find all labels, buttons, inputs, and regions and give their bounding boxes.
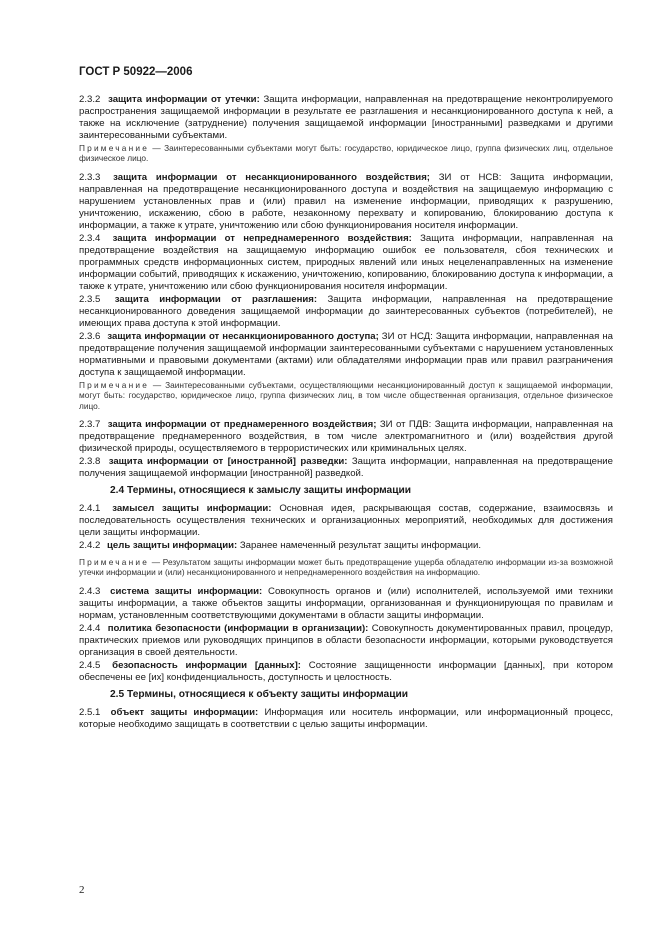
clause-number: 2.4.4 — [79, 622, 101, 634]
definition-2-5-1 — [79, 707, 613, 731]
clause-number: 2.4.3 — [79, 585, 101, 597]
note-label: Примечание — [79, 379, 150, 390]
definition-2-3-5 — [79, 294, 613, 330]
clause-number: 2.3.3 — [79, 171, 101, 183]
page-number: 2 — [79, 884, 85, 896]
clause-number: 2.4.5 — [79, 659, 101, 671]
definition-text: Защита информации, направленная на предотвращение получения защищаемой информации [иностранной] разведкой. — [79, 456, 613, 480]
definition-2-3-6 — [79, 331, 613, 379]
term: замысел защиты информации: — [112, 503, 272, 515]
definition-2-3-8 — [79, 456, 613, 480]
document-body — [79, 94, 613, 732]
definition-2-3-3 — [79, 172, 613, 232]
clause-number: 2.3.2 — [79, 94, 101, 105]
definition-text: Информация или носитель информации, или информационный процесс, которые необходимо защищать в соответствии с целью защиты информации. — [79, 706, 614, 730]
term: защита информации от утечки: — [108, 94, 260, 105]
definition-2-4-2 — [79, 540, 613, 552]
definition-text: Основная идея, раскрывающая состав, содержание, взаимосвязь и последовательность осуществления технических и организационных мероприятий, необходимых для достижения цели защиты информации. — [79, 503, 614, 539]
definition-2-4-1 — [79, 503, 613, 539]
section-heading-2-4: 2.4 Термины, относящиеся к замыслу защиты информации — [110, 485, 412, 497]
section-heading-2-5: 2.5 Термины, относящиеся к объекту защиты информации — [110, 688, 408, 700]
definition-text: Заранее намеченный результат защиты информации. — [239, 540, 482, 552]
definition-2-4-3 — [79, 586, 613, 622]
definition-text: Защита информации, направленная на предотвращение несанкционированного доведения защищаемой информации до заинтересованных субъектов (потребителей), не имеющих права доступа к этой информации. — [79, 293, 613, 329]
definition-2-4-4 — [79, 623, 613, 659]
term: цель защиты информации: — [107, 540, 238, 552]
clause-number: 2.4.1 — [79, 503, 101, 515]
definition-text: Защита информации, направленная на предотвращение неконтролируемого распространения защищаемой информации в результате ее разглашения и несанкционированного доступа к ней, а также на исключение (затруднение) получения защищаемой информации [иностранными] разведками и другими заинтересованными субъектами. — [79, 94, 613, 141]
term: защита информации от [иностранной] разведки: — [108, 456, 348, 468]
clause-number: 2.3.6 — [79, 330, 101, 342]
clause-number: 2.3.7 — [79, 419, 101, 431]
definition-text: Защита информации, направленная на предотвращение воздействия на защищаемую информацию ошибок ее пользователя, сбоя технических и программных средств информационных систем, природных явлений или иных нецеленаправленных на изменение информации событий, приводящих к искажению, уничтожению, копированию, блокированию доступа к информации, а также к утрате, уничтожению или сбою функционирования носителя информации. — [79, 232, 614, 292]
term: безопасность информации [данных]: — [112, 659, 301, 671]
term: система защиты информации: — [110, 585, 263, 597]
note — [79, 380, 613, 411]
clause-number: 2.4.2 — [79, 540, 101, 552]
definition-text: ЗИ от НСВ: Защита информации, направленная на предотвращение несанкционированного доступа и воздействия на защищаемую информацию с нарушением установленных прав и (или) правил на изменение информации, приводящих к разрушению, уничтожению, искажению, сбою в работе, незаконному перехвату и копированию, блокированию доступа к информации, а также к утрате, уничтожению или сбою функционирования носителя информации. — [79, 171, 613, 231]
note-text: — Результатом защиты информации может быть предотвращение ущерба обладателю информации из-за возможной утечки информации и (или) несанкционированного и непреднамеренного воздействия на информацию. — [79, 557, 614, 578]
note — [79, 557, 613, 578]
note-text: — Заинтересованными субъектами могут быть: государство, юридическое лицо, группа физических лиц, отдельное физическое лицо. — [79, 143, 613, 164]
term: политика безопасности (информации в организации): — [107, 622, 369, 634]
definition-2-3-2 — [79, 94, 613, 142]
note-label: Примечание — [79, 143, 150, 153]
term: защита информации от непреднамеренного воздействия: — [112, 232, 412, 244]
note-text: — Заинтересованными субъектами, осуществляющими несанкционированный доступ к защищаемой информации, могут быть: государство, юридическое лицо, группа физических лиц, в том числе общественная организация, отдельное физическое лицо. — [79, 379, 613, 411]
definition-2-3-7 — [79, 419, 613, 455]
clause-number: 2.3.5 — [79, 293, 101, 305]
clause-number: 2.5.1 — [79, 706, 101, 718]
definition-2-4-5 — [79, 660, 613, 684]
definition-text: Совокупность органов и (или) исполнителей, используемой ими техники защиты информации, а также объектов защиты информации, организованная и функционирующая по правилам и нормам, установленным соответствующими документами в области защиты информации. — [79, 585, 613, 621]
definition-2-3-4 — [79, 233, 613, 293]
term: защита информации от несанкционированного воздействия; — [113, 171, 430, 183]
note-label: Примечание — [79, 557, 150, 568]
document-header: ГОСТ Р 50922—2006 — [79, 66, 193, 78]
clause-number: 2.3.8 — [79, 456, 101, 468]
term: защита информации от несанкционированного доступа; — [107, 330, 379, 342]
definition-text: ЗИ от ПДВ: Защита информации, направленная на предотвращение преднамеренного воздействия, в том числе электромагнитного и (или) воздействия другой физической природы, осуществляемого в террористических или криминальных целях. — [79, 419, 614, 455]
term: объект защиты информации: — [110, 706, 259, 718]
clause-number: 2.3.4 — [79, 232, 101, 244]
definition-text: Состояние защищенности информации [данных], при котором обеспечены ее [их] конфиденциальность, доступность и целостность. — [79, 659, 613, 683]
definition-text: ЗИ от НСД: Защита информации, направленная на предотвращение получения защищаемой информации заинтересованными субъектами с нарушением установленных нормативными и правовыми документами (актами) или обладателями информации прав или правил разграничения доступа к защищаемой информации. — [79, 330, 613, 378]
note — [79, 143, 613, 164]
term: защита информации от разглашения: — [114, 293, 318, 305]
definition-text: Совокупность документированных правил, процедур, практических приемов или руководящих принципов в области безопасности информации, которыми руководствуется организация в своей деятельности. — [79, 622, 613, 658]
term: защита информации от преднамеренного воздействия; — [107, 419, 377, 431]
